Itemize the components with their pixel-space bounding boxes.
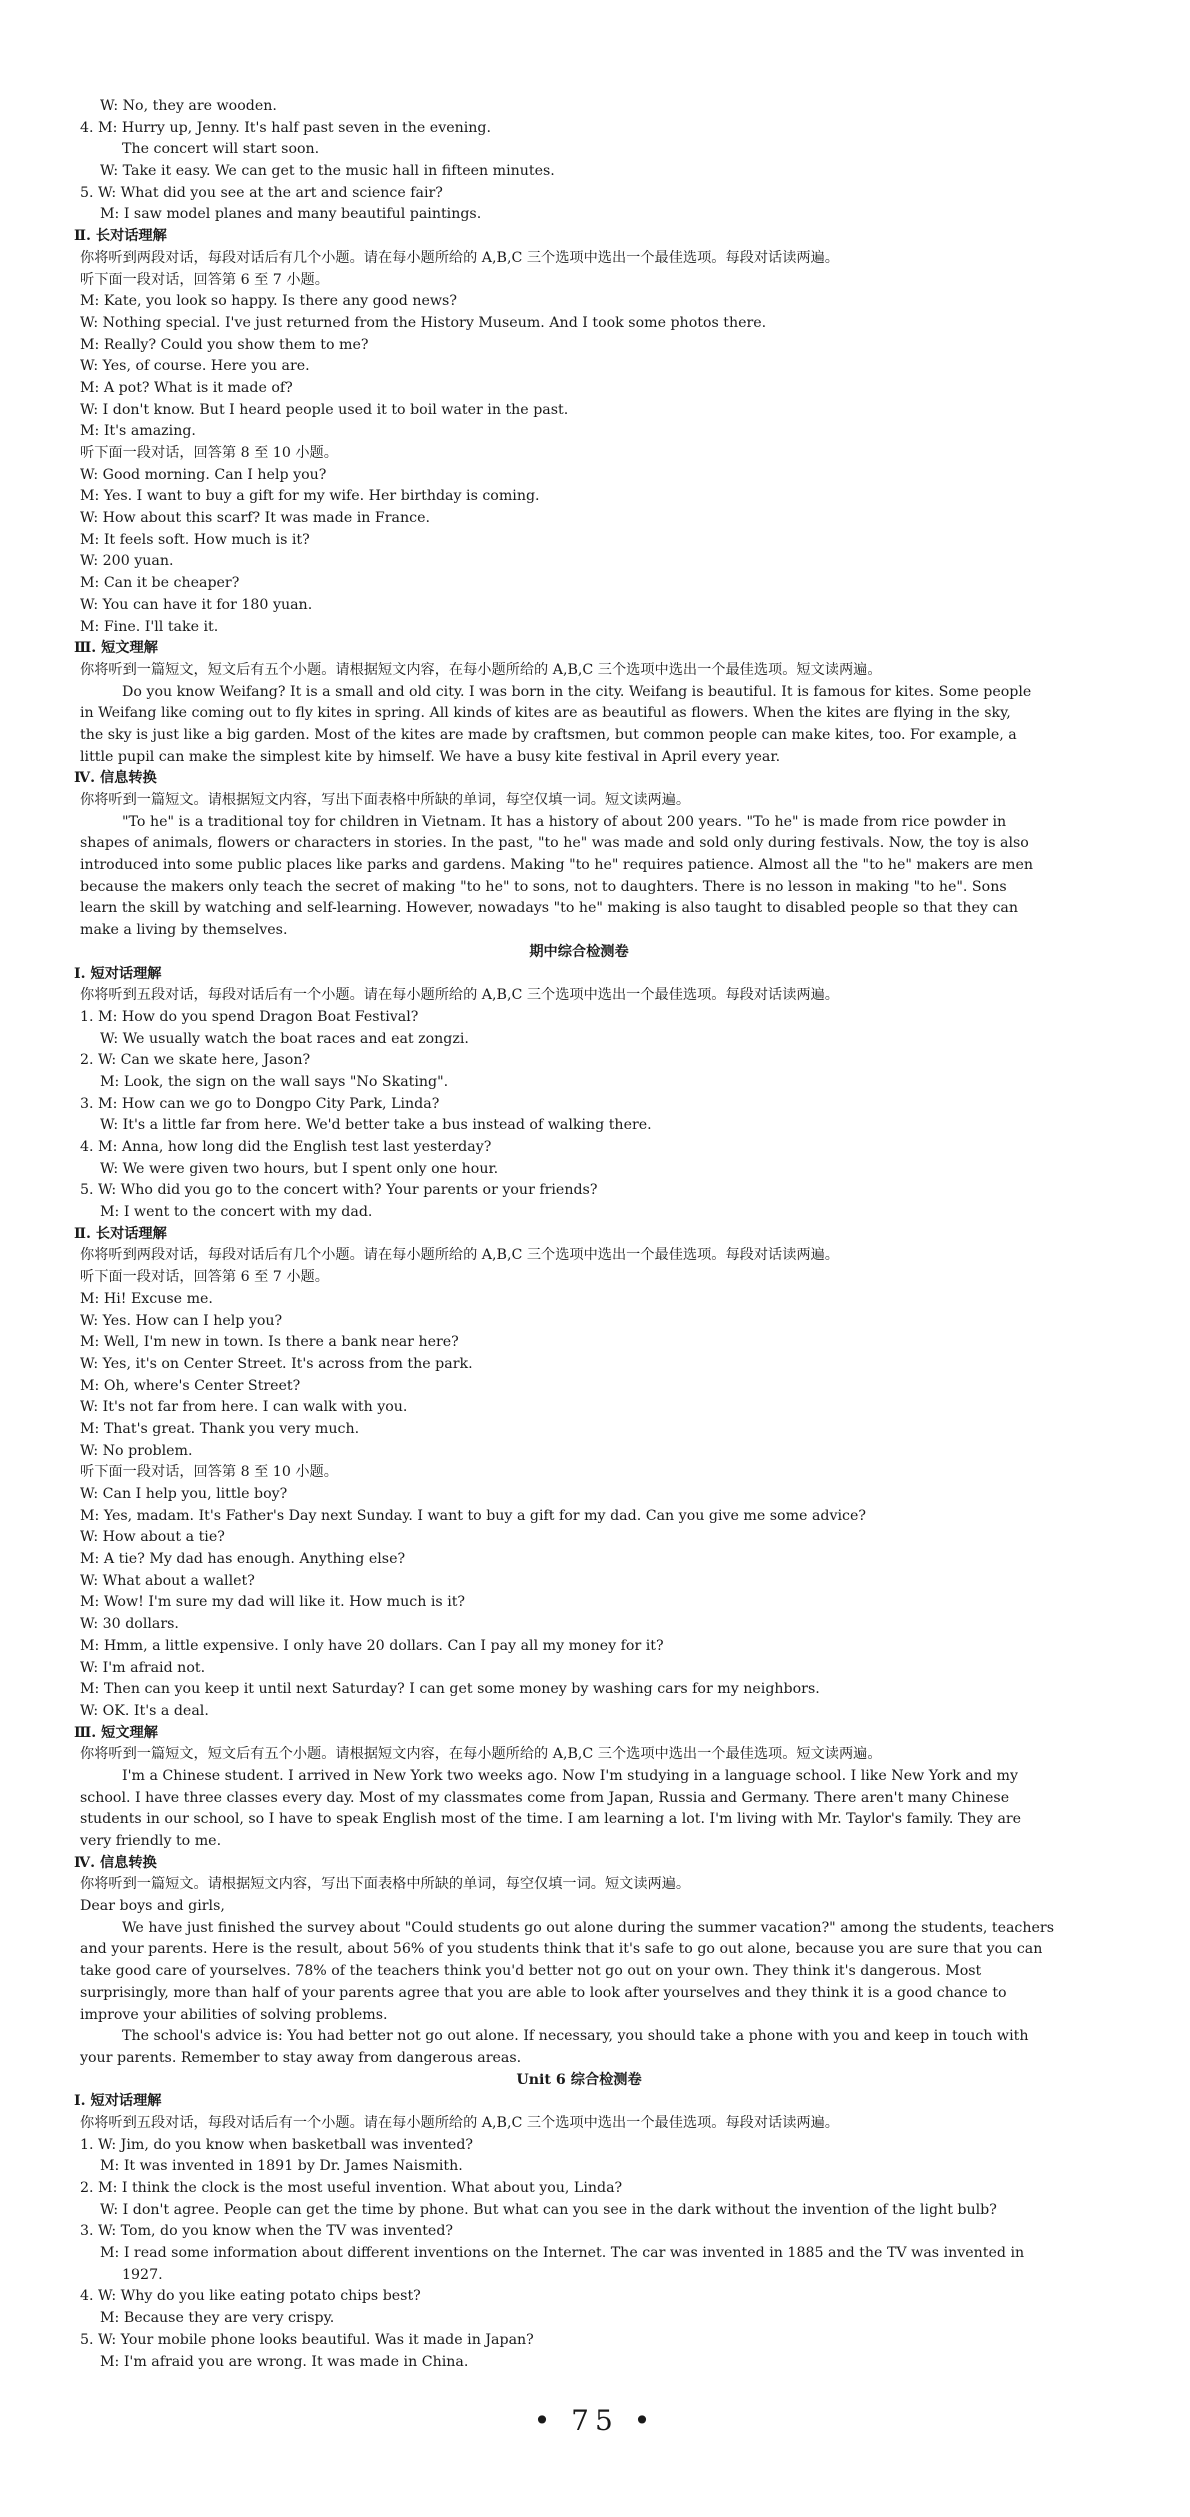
section-heading: Ⅲ. 短文理解 bbox=[74, 1724, 158, 1741]
text-line: M: A pot? What is it made of? bbox=[80, 379, 293, 396]
section-heading: Ⅱ. 长对话理解 bbox=[74, 228, 167, 245]
text-line: W: How about this scarf? It was made in France. bbox=[80, 510, 431, 527]
text-line: W: 30 dollars. bbox=[80, 1616, 179, 1633]
text-line: M: Well, I'm new in town. Is there a bank near here? bbox=[80, 1334, 459, 1351]
text-line: 听下面一段对话，回答第 6 至 7 小题。 bbox=[80, 271, 329, 288]
text-line: M: Fine. I'll take it. bbox=[80, 618, 219, 635]
text-line: 4. W: Why do you like eating potato chips best? bbox=[80, 2288, 421, 2305]
document-body bbox=[74, 96, 1084, 2373]
text-line: 你将听到一篇短文。请根据短文内容，写出下面表格中所缺的单词，每空仅填一词。短文读两遍。 bbox=[80, 1876, 691, 1893]
text-line: W: Yes, of course. Here you are. bbox=[80, 358, 310, 375]
text-line: M: Look, the sign on the wall says "No Skating". bbox=[100, 1073, 449, 1090]
text-line: 你将听到一篇短文，短文后有五个小题。请根据短文内容，在每小题所给的 A,B,C 三个选项中选出一个最佳选项。短文读两遍。 bbox=[80, 1746, 882, 1763]
text-line: Do you know Weifang? It is a small and old city. I was born in the city. Weifang is beautiful. It is famous for kites. Some people bbox=[122, 683, 1032, 700]
text-line: very friendly to me. bbox=[80, 1833, 222, 1849]
section-heading: Ⅳ. 信息转换 bbox=[74, 770, 157, 787]
text-line: and your parents. Here is the result, about 56% of you students think that it's safe to go out alone, because you are sure that you can bbox=[80, 1941, 1043, 1958]
section-heading: Ⅰ. 短对话理解 bbox=[74, 965, 162, 982]
text-line: M: It's amazing. bbox=[80, 423, 196, 440]
text-line: The concert will start soon. bbox=[122, 141, 320, 158]
text-line: Dear boys and girls, bbox=[80, 1898, 225, 1915]
text-line: M: I went to the concert with my dad. bbox=[100, 1204, 373, 1221]
text-line: 5. W: What did you see at the art and science fair? bbox=[80, 184, 443, 201]
section-heading: Ⅲ. 短文理解 bbox=[74, 640, 158, 657]
text-line: M: Can it be cheaper? bbox=[80, 575, 240, 592]
page-number: • 75 • bbox=[533, 2404, 657, 2437]
section-heading: Ⅱ. 长对话理解 bbox=[74, 1225, 167, 1242]
text-line: 听下面一段对话，回答第 8 至 10 小题。 bbox=[80, 445, 338, 461]
text-line: make a living by themselves. bbox=[80, 922, 288, 939]
text-line: 1927. bbox=[122, 2266, 163, 2283]
text-line: M: A tie? My dad has enough. Anything else? bbox=[80, 1551, 406, 1568]
text-line: W: 200 yuan. bbox=[80, 553, 174, 570]
text-line: W: You can have it for 180 yuan. bbox=[80, 596, 313, 613]
text-line: W: I don't agree. People can get the time by phone. But what can you see in the dark without the invention of the light bulb? bbox=[100, 2201, 997, 2218]
text-line: 你将听到五段对话，每段对话后有一个小题。请在每小题所给的 A,B,C 三个选项中选出一个最佳选项。每段对话读两遍。 bbox=[80, 2114, 839, 2131]
text-line: W: I don't know. But I heard people used it to boil water in the past. bbox=[80, 401, 569, 418]
text-line: M: That's great. Thank you very much. bbox=[80, 1420, 360, 1437]
text-line: W: It's a little far from here. We'd better take a bus instead of walking there. bbox=[100, 1117, 652, 1134]
text-line: We have just finished the survey about "Could students go out alone during the summer vacation?" among the students, teachers bbox=[122, 1919, 1054, 1936]
text-line: 1. M: How do you spend Dragon Boat Festival? bbox=[80, 1008, 419, 1025]
text-line: 4. M: Anna, how long did the English test last yesterday? bbox=[80, 1139, 492, 1155]
text-line: W: We were given two hours, but I spent only one hour. bbox=[100, 1160, 499, 1177]
text-line: 你将听到一篇短文，短文后有五个小题。请根据短文内容，在每小题所给的 A,B,C 三个选项中选出一个最佳选项。短文读两遍。 bbox=[80, 661, 882, 678]
text-line: 听下面一段对话，回答第 6 至 7 小题。 bbox=[80, 1269, 329, 1286]
text-line: 5. W: Who did you go to the concert with? Your parents or your friends? bbox=[80, 1182, 598, 1199]
text-line: W: It's not far from here. I can walk with you. bbox=[80, 1399, 408, 1416]
text-line: M: Hi! Excuse me. bbox=[80, 1290, 213, 1307]
text-line: M: Yes, madam. It's Father's Day next Sunday. I want to buy a gift for my dad. Can you give me some advice? bbox=[80, 1507, 867, 1524]
text-line: 你将听到一篇短文。请根据短文内容，写出下面表格中所缺的单词，每空仅填一词。短文读两遍。 bbox=[80, 792, 691, 808]
text-line: M: I read some information about different inventions on the Internet. The car was invented in 1885 and the TV was invented in bbox=[100, 2245, 1025, 2262]
text-line: the sky is just like a big garden. Most of the kites are made by craftsmen, but common people can make kites, too. For example, a bbox=[80, 726, 1017, 743]
text-line: The school's advice is: You had better not go out alone. If necessary, you should take a phone with you and keep in touch with bbox=[122, 2028, 1029, 2045]
text-line: shapes of animals, flowers or characters in stories. In the past, "to he" was made and sold only during festivals. Now, the toy is also bbox=[80, 835, 1029, 852]
text-line: 2. M: I think the clock is the most useful invention. What about you, Linda? bbox=[80, 2180, 623, 2196]
text-line: improve your abilities of solving problems. bbox=[80, 2006, 388, 2023]
text-line: W: We usually watch the boat races and eat zongzi. bbox=[100, 1030, 469, 1047]
text-line: M: Yes. I want to buy a gift for my wife. Her birthday is coming. bbox=[80, 488, 540, 505]
text-line: M: Then can you keep it until next Saturday? I can get some money by washing cars for my neighbors. bbox=[80, 1681, 820, 1698]
text-line: school. I have three classes every day. Most of my classmates come from Japan, Russia and Germany. There aren't many Chinese bbox=[80, 1789, 1010, 1806]
text-line: W: How about a tie? bbox=[80, 1529, 225, 1546]
text-line: 听下面一段对话，回答第 8 至 10 小题。 bbox=[80, 1464, 338, 1481]
section-heading: Ⅳ. 信息转换 bbox=[74, 1854, 157, 1871]
text-line: M: Wow! I'm sure my dad will like it. How much is it? bbox=[80, 1594, 466, 1611]
text-line: little pupil can make the simplest kite by himself. We have a busy kite festival in April every year. bbox=[80, 748, 781, 765]
text-line: W: No, they are wooden. bbox=[100, 98, 277, 114]
text-line: 3. W: Tom, do you know when the TV was invented? bbox=[80, 2223, 454, 2240]
text-line: M: It feels soft. How much is it? bbox=[80, 531, 310, 548]
text-line: W: Yes. How can I help you? bbox=[80, 1312, 283, 1329]
text-line: learn the skill by watching and self-learning. However, nowadays "to he" making is also taught to disabled people so that they can bbox=[80, 900, 1019, 917]
text-line: M: Oh, where's Center Street? bbox=[80, 1377, 301, 1394]
text-line: M: Kate, you look so happy. Is there any good news? bbox=[80, 293, 457, 310]
text-line: 1. W: Jim, do you know when basketball was invented? bbox=[80, 2136, 474, 2153]
text-line: 你将听到两段对话，每段对话后有几个小题。请在每小题所给的 A,B,C 三个选项中选出一个最佳选项。每段对话读两遍。 bbox=[80, 249, 839, 266]
text-line: W: Good morning. Can I help you? bbox=[80, 466, 327, 483]
text-line: in Weifang like coming out to fly kites in spring. All kinds of kites are as beautiful as flowers. When the kites are flying in the sky, bbox=[80, 705, 1011, 722]
text-line: M: I saw model planes and many beautiful paintings. bbox=[100, 206, 482, 223]
text-line: surprisingly, more than half of your parents agree that you are able to look after yourselves and they think it is a good chance to bbox=[80, 1984, 1007, 2001]
text-line: take good care of yourselves. 78% of the teachers think you'd better not go out on your own. They think it's dangerous. Most bbox=[80, 1963, 982, 1980]
text-line: 2. W: Can we skate here, Jason? bbox=[80, 1052, 311, 1069]
text-line: I'm a Chinese student. I arrived in New York two weeks ago. Now I'm studying in a language school. I like New York and my bbox=[122, 1767, 1018, 1784]
text-line: W: I'm afraid not. bbox=[80, 1659, 206, 1676]
text-line: M: Really? Could you show them to me? bbox=[80, 336, 369, 353]
text-line: your parents. Remember to stay away from dangerous areas. bbox=[80, 2049, 522, 2066]
text-line: M: I'm afraid you are wrong. It was made in China. bbox=[100, 2353, 469, 2370]
text-line: M: Hmm, a little expensive. I only have 20 dollars. Can I pay all my money for it? bbox=[80, 1637, 664, 1654]
text-line: M: Because they are very crispy. bbox=[100, 2310, 335, 2327]
text-line: W: Take it easy. We can get to the music hall in fifteen minutes. bbox=[100, 163, 555, 180]
text-line: W: OK. It's a deal. bbox=[80, 1702, 209, 1719]
text-line: because the makers only teach the secret of making "to he" to sons, not to daughters. There is no lesson in making "to he". Sons bbox=[80, 878, 1007, 895]
text-line: W: Nothing special. I've just returned from the History Museum. And I took some photos there. bbox=[80, 314, 767, 331]
text-line: introduced into some public places like parks and gardens. Making "to he" requires patience. Almost all the "to he" makers are men bbox=[80, 857, 1034, 874]
text-line: students in our school, so I have to speak English most of the time. I am learning a lot. I'm living with Mr. Taylor's family. They are bbox=[80, 1811, 1022, 1828]
text-line: 3. M: How can we go to Dongpo City Park, Linda? bbox=[80, 1095, 440, 1112]
text-line: W: Yes, it's on Center Street. It's across from the park. bbox=[80, 1355, 473, 1372]
text-line: 5. W: Your mobile phone looks beautiful. Was it made in Japan? bbox=[80, 2331, 534, 2348]
section-heading: Ⅰ. 短对话理解 bbox=[74, 2093, 162, 2110]
text-line: W: No problem. bbox=[80, 1442, 193, 1459]
text-line: M: It was invented in 1891 by Dr. James Naismith. bbox=[100, 2158, 463, 2175]
test-title: 期中综合检测卷 bbox=[529, 943, 629, 960]
text-line: "To he" is a traditional toy for children in Vietnam. It has a history of about 200 years. "To he" is made from rice powder in bbox=[122, 813, 1007, 830]
text-line: 4. M: Hurry up, Jenny. It's half past seven in the evening. bbox=[80, 119, 492, 136]
test-title: Unit 6 综合检测卷 bbox=[516, 2071, 642, 2088]
text-line: W: Can I help you, little boy? bbox=[80, 1486, 288, 1502]
text-line: 你将听到五段对话，每段对话后有一个小题。请在每小题所给的 A,B,C 三个选项中选出一个最佳选项。每段对话读两遍。 bbox=[80, 987, 839, 1004]
text-line: 你将听到两段对话，每段对话后有几个小题。请在每小题所给的 A,B,C 三个选项中选出一个最佳选项。每段对话读两遍。 bbox=[80, 1247, 839, 1264]
text-line: W: What about a wallet? bbox=[80, 1572, 255, 1589]
